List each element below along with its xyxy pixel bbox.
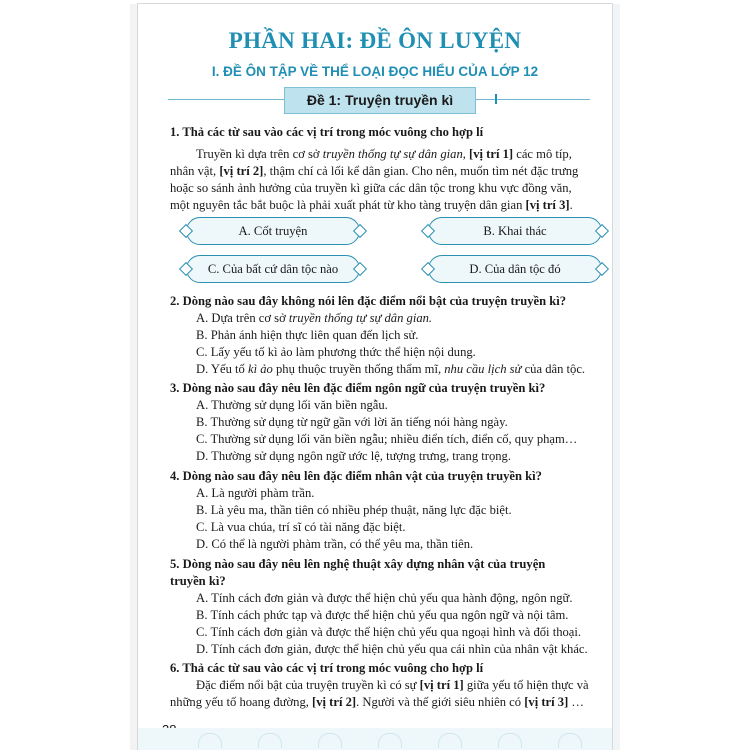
option-d-cua-dan-toc-do[interactable]: D. Của dân tộc đó: [428, 255, 602, 283]
option-c-cua-bat-cu-dan-toc-nao[interactable]: C. Của bất cứ dân tộc nào: [186, 255, 360, 283]
question-4-option-b: B. Là yêu ma, thần tiên có nhiều phép thuật, năng lực đặc biệt.: [196, 503, 512, 517]
question-5-title-line-2: truyền kì?: [170, 574, 226, 588]
option-a-cot-truyen[interactable]: A. Cốt truyện: [186, 217, 360, 245]
question-1-line-3: hoặc so sánh ảnh hưởng của truyền kì giữa các dân tộc trong khu vực đồng văn,: [170, 181, 572, 195]
question-2-option-c: C. Lấy yếu tố kì ảo làm phương thức thể hiện nội dung.: [196, 345, 476, 359]
question-3-option-c: C. Thường sử dụng lối văn biền ngẫu; nhiều điển tích, điển cố, quy phạm…: [196, 432, 578, 446]
question-1-line-4: một nguyên tắc bắt buộc là phải xuất phát từ kho tàng truyện dân gian [vị trí 3].: [170, 198, 573, 212]
section-title: I. ĐỀ ÔN TẬP VỀ THỂ LOẠI ĐỌC HIỂU CỦA LỚP 12: [211, 64, 539, 79]
title-tick: [495, 94, 497, 104]
question-6-line-2: những yếu tố hoang đường, [vị trí 2]. Người và thế giới siêu nhiên có [vị trí 3] …: [170, 695, 585, 709]
footer-decoration: [138, 728, 612, 750]
title-rule-right: [474, 99, 590, 100]
question-2-option-b: B. Phản ánh hiện thực liên quan đến lịch sử.: [196, 328, 419, 342]
question-5-option-a: A. Tính cách đơn giản và được thể hiện chủ yếu qua hành động, ngôn ngữ.: [196, 591, 573, 605]
part-title: PHẦN HAI: ĐỀ ÔN LUYỆN: [228, 28, 522, 53]
title-rule-left: [168, 99, 284, 100]
question-4-title: 4. Dòng nào sau đây nêu lên đặc điểm nhân vật của truyện truyền kì?: [170, 469, 542, 483]
question-4-option-c: C. Là vua chúa, trí sĩ có tài năng đặc biệt.: [196, 520, 406, 534]
question-2-option-a: A. Dựa trên cơ sở truyền thống tự sự dân gian.: [196, 311, 433, 325]
question-1-line-2: nhân vật, [vị trí 2], thậm chí cả lối kể dân gian. Cho nên, muốn tìm nét đặc trưng: [170, 164, 579, 178]
question-5-option-b: B. Tính cách phức tạp và được thể hiện chủ yếu qua ngôn ngữ và nội tâm.: [196, 608, 569, 622]
previous-page-edge: [130, 4, 138, 750]
question-5-option-c: C. Tính cách đơn giản và được thể hiện chủ yếu qua ngoại hình và đối thoại.: [196, 625, 582, 639]
question-4-option-d: D. Có thể là người phàm trần, có thể yêu ma, thần tiên.: [196, 537, 474, 551]
question-4-option-a: A. Là người phàm trần.: [196, 486, 315, 500]
question-5-option-d: D. Tính cách đơn giản, được thể hiện chủ yếu qua cái nhìn của nhân vật khác.: [196, 642, 588, 656]
question-2-title: 2. Dòng nào sau đây không nói lên đặc điểm nổi bật của truyện truyền kì?: [170, 294, 567, 308]
question-3-option-b: B. Thường sử dụng từ ngữ gần với lời ăn tiếng nói hàng ngày.: [196, 415, 508, 429]
question-2-option-d: D. Yếu tố kì ảo phụ thuộc truyền thống thẩm mĩ, nhu cầu lịch sử của dân tộc.: [196, 362, 586, 376]
question-5-title-line-1: 5. Dòng nào sau đây nêu lên nghệ thuật xây dựng nhân vật của truyện: [170, 557, 546, 571]
option-b-khai-thac[interactable]: B. Khai thác: [428, 217, 602, 245]
next-page-edge: [612, 4, 620, 750]
question-3-option-d: D. Thường sử dụng ngôn ngữ ước lệ, tượng trưng, trang trọng.: [196, 449, 511, 463]
de-title-box: Đề 1: Truyện truyền kì: [284, 87, 476, 114]
question-6-line-1: Đặc điểm nổi bật của truyện truyền kì có sự [vị trí 1] giữa yếu tố hiện thực và: [196, 678, 589, 692]
question-1-title: 1. Thả các từ sau vào các vị trí trong móc vuông cho hợp lí: [170, 125, 484, 139]
book-page: [138, 4, 612, 750]
question-3-option-a: A. Thường sử dụng lối văn biền ngẫu.: [196, 398, 388, 412]
question-1-line-1: Truyền kì dựa trên cơ sở truyền thống tự sự dân gian, [vị trí 1] các mô típ,: [196, 147, 572, 161]
question-3-title: 3. Dòng nào sau đây nêu lên đặc điểm ngôn ngữ của truyện truyền kì?: [170, 381, 546, 395]
question-6-title: 6. Thả các từ sau vào các vị trí trong móc vuông cho hợp lí: [170, 661, 484, 675]
